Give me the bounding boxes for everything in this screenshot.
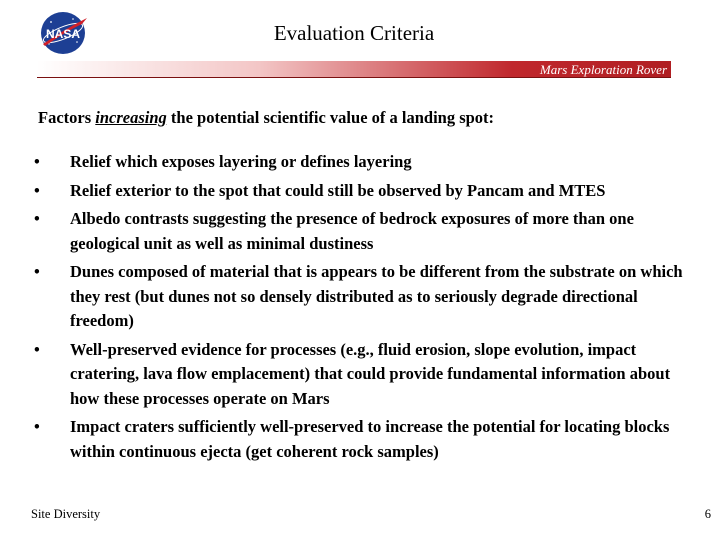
banner-text: Mars Exploration Rover	[539, 62, 667, 77]
list-item-text: Dunes composed of material that is appears to be different from the substrate on which they rest (but dunes not so densely distributed as to seriously degrade directional freedom)	[70, 262, 683, 330]
bullet-marker: •	[34, 209, 40, 228]
intro-after: the potential scientific value of a landing spot:	[166, 108, 495, 127]
list-item	[34, 260, 694, 334]
bullet-marker: •	[34, 417, 40, 436]
footer-label: Site Diversity	[31, 507, 101, 521]
list-item-text: Impact craters sufficiently well-preserved to increase the potential for locating blocks within continuous ejecta (get coherent rock samples)	[70, 417, 670, 461]
list-item-text: Well-preserved evidence for processes (e.g., fluid erosion, slope evolution, impact cratering, lava flow emplacement) that could provide fundamental information about how these processes operate on Mars	[70, 339, 671, 408]
list-item	[34, 150, 694, 175]
page-number: 6	[704, 507, 711, 521]
bullet-marker: •	[34, 152, 40, 171]
list-item	[34, 415, 694, 464]
header-banner	[37, 61, 671, 78]
list-item	[34, 338, 694, 412]
criteria-list	[34, 150, 694, 468]
list-item	[34, 179, 694, 204]
list-item	[34, 207, 694, 256]
bullet-marker: •	[34, 262, 40, 281]
list-item-text: Relief exterior to the spot that could still be observed by Pancam and MTES	[70, 180, 606, 200]
list-item-text: Albedo contrasts suggesting the presence of bedrock exposures of more than one geological unit as well as minimal dustiness	[70, 209, 634, 253]
intro-before: Factors	[38, 108, 96, 127]
bullet-marker: •	[34, 180, 40, 200]
intro-emphasis: increasing	[95, 108, 167, 127]
nasa-logo-icon	[37, 10, 89, 56]
nasa-logo-text: NASA	[45, 27, 81, 41]
bullet-marker: •	[34, 339, 40, 359]
list-item-text: Relief which exposes layering or defines layering	[70, 152, 412, 171]
page-title: Evaluation Criteria	[273, 21, 435, 45]
intro-text	[38, 108, 494, 128]
